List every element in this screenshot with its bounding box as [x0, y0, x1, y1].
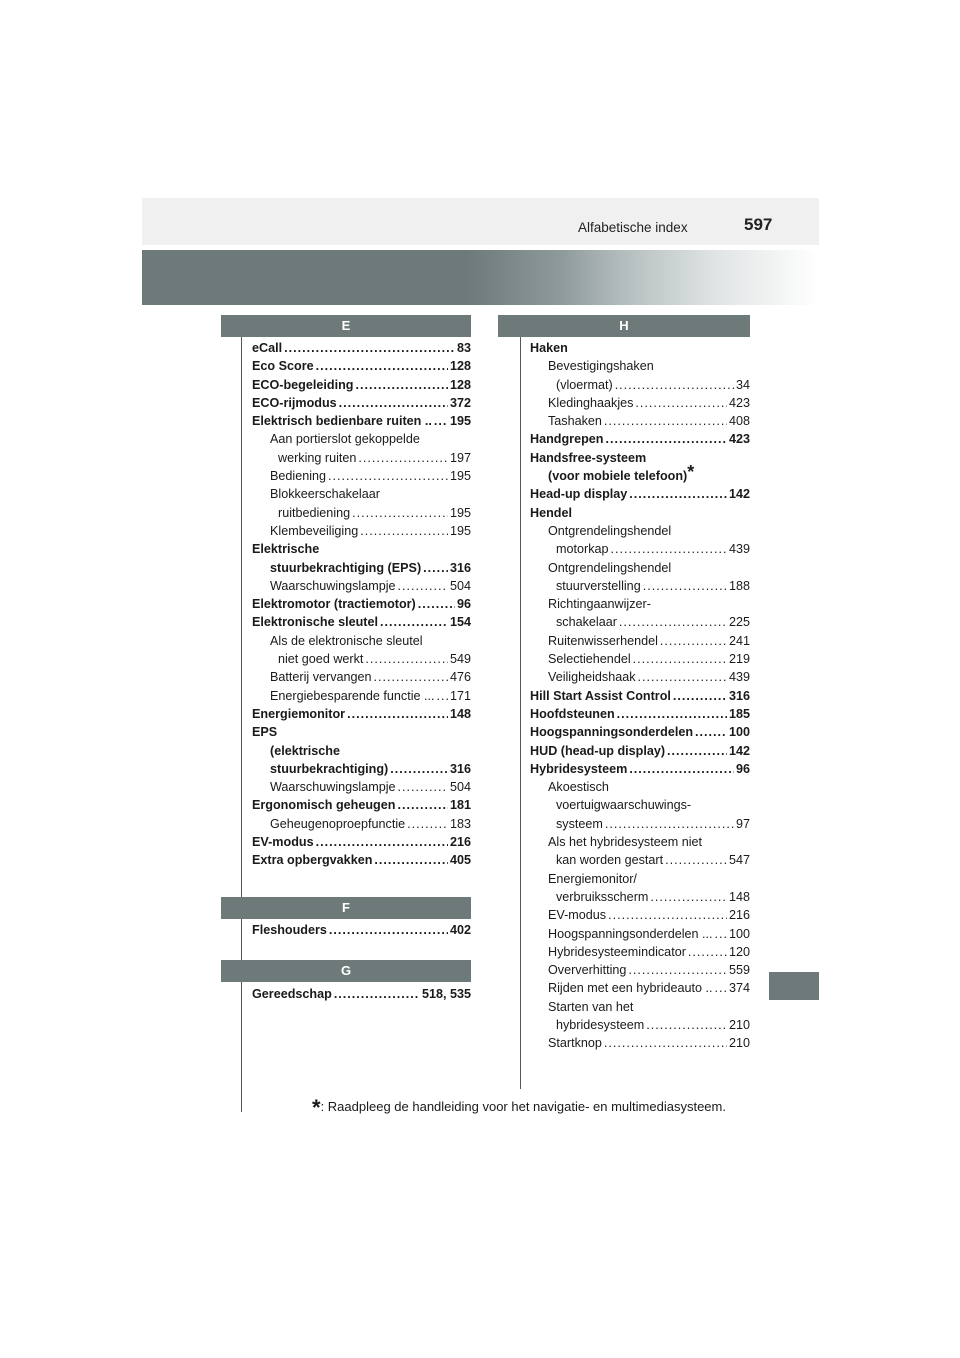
index-entry-page: 210 [728, 1036, 750, 1051]
index-entry [530, 485, 750, 503]
index-entry-page: 405 [449, 853, 471, 868]
index-entry-label: stuurbekrachtiging) [270, 761, 389, 776]
dot-leader [608, 906, 727, 924]
index-entry-label: Ruitenwisserhendel [548, 633, 658, 648]
index-entry [252, 668, 471, 686]
index-entry [530, 979, 750, 997]
dot-leader [604, 412, 727, 430]
dot-leader [633, 650, 727, 668]
letter-header-f: F [221, 897, 471, 919]
index-entry-label: Eco Score [252, 359, 314, 374]
page-number: 597 [744, 215, 773, 234]
dot-leader [628, 961, 727, 979]
index-entry-label: (vloermat) [556, 377, 613, 392]
dot-leader [334, 985, 420, 1003]
index-list-f [252, 921, 471, 939]
index-entry-heading [252, 632, 471, 650]
index-entry [530, 705, 750, 723]
index-entry [252, 376, 471, 394]
index-entry-label: ECO-rijmodus [252, 395, 337, 410]
index-entry [252, 449, 471, 467]
header-band [142, 198, 819, 245]
index-entry [530, 723, 750, 741]
index-entry-page: 316 [728, 688, 750, 703]
index-entry-page: 142 [728, 487, 750, 502]
index-entry [530, 742, 750, 760]
index-entry-page: 559 [728, 963, 750, 978]
index-entry-label: Hoofdsteunen [530, 706, 615, 721]
index-entry [252, 559, 471, 577]
index-entry-text: (elektrische [270, 743, 341, 758]
dot-leader [360, 522, 448, 540]
index-entry-heading [530, 833, 750, 851]
index-entry-page: 372 [449, 395, 471, 410]
index-entry-page: 142 [728, 743, 750, 758]
index-entry-page: 154 [449, 615, 471, 630]
dot-leader [615, 376, 734, 394]
index-entry-label: ECO-begeleiding [252, 377, 354, 392]
index-entry-page: 547 [728, 853, 750, 868]
index-entry [252, 394, 471, 412]
index-entry [252, 921, 471, 939]
index-entry-page: 216 [449, 835, 471, 850]
dot-leader [352, 504, 448, 522]
dot-leader [695, 723, 727, 741]
index-entry [252, 833, 471, 851]
index-entry [530, 650, 750, 668]
dot-leader [339, 394, 448, 412]
index-entry-page: 210 [728, 1017, 750, 1032]
index-entry [252, 339, 471, 357]
dot-leader [398, 778, 448, 796]
dot-leader [629, 485, 727, 503]
index-entry-label: Veiligheidshaak [548, 670, 636, 685]
index-entry [530, 412, 750, 430]
index-entry [252, 851, 471, 869]
dot-leader [665, 851, 727, 869]
index-entry-label: Gereedschap [252, 987, 332, 1001]
index-entry-page: 100 [728, 725, 750, 740]
index-entry-heading [530, 796, 750, 814]
footnote-text: : Raadpleeg de handleiding voor het navigatie- en multimediasysteem. [320, 1099, 726, 1114]
index-entry-heading [530, 449, 750, 467]
dot-leader [380, 613, 448, 631]
index-entry-heading [530, 462, 750, 485]
index-entry [530, 888, 750, 906]
index-entry-label: Selectiehendel [548, 652, 631, 667]
dot-leader [355, 376, 448, 394]
index-entry-text: Als het hybridesysteem niet [548, 835, 702, 850]
index-entry [530, 943, 750, 961]
header-gradient-bar [142, 250, 819, 305]
index-entry-label: Bediening [270, 469, 327, 484]
index-entry-heading [252, 742, 471, 760]
index-entry [252, 985, 471, 1003]
dot-leader [617, 705, 727, 723]
dot-leader [397, 796, 448, 814]
index-entry-heading [252, 485, 471, 503]
index-entry-label: werking ruiten [278, 450, 357, 465]
index-entry-heading [530, 778, 750, 796]
index-entry-page: 423 [728, 432, 750, 447]
dot-leader [284, 339, 455, 357]
index-entry-text: Handsfree-systeem [530, 450, 647, 465]
index-entry-page: 476 [449, 670, 471, 685]
dot-leader [638, 668, 727, 686]
index-entry-label: Kledinghaakjes [548, 395, 634, 410]
index-entry [252, 705, 471, 723]
index-entry [530, 961, 750, 979]
dot-leader [605, 815, 734, 833]
dot-leader [423, 559, 448, 577]
index-entry-label: Oververhitting [548, 963, 627, 978]
index-entry-text: Akoestisch [548, 780, 609, 795]
index-entry [530, 430, 750, 448]
index-entry-heading [530, 870, 750, 888]
index-entry-page: 148 [728, 889, 750, 904]
index-entry-label: Hill Start Assist Control [530, 688, 671, 703]
index-entry-label: Klembeveiliging [270, 523, 359, 538]
index-entry-page: 374 [728, 981, 750, 996]
dot-leader [629, 760, 734, 778]
index-entry-text: Als de elektronische sleutel [270, 633, 423, 648]
index-entry-text: Haken [530, 341, 568, 355]
index-entry-label: Hybridesysteemindicator [548, 944, 686, 959]
dot-leader [316, 357, 448, 375]
index-entry-page: 439 [728, 542, 750, 557]
index-entry [252, 577, 471, 595]
dot-leader [437, 687, 448, 705]
index-entry [252, 357, 471, 375]
index-entry [252, 467, 471, 485]
index-entry [252, 412, 471, 430]
dot-leader [643, 577, 727, 595]
dot-leader [347, 705, 448, 723]
index-entry-page: 195 [449, 523, 471, 538]
index-entry-heading [252, 723, 471, 741]
dot-leader [635, 394, 727, 412]
index-list-h [530, 339, 750, 1053]
dot-leader [646, 1016, 727, 1034]
index-entry-page: 96 [456, 597, 471, 612]
index-entry-page: 181 [449, 798, 471, 813]
index-entry-label: Waarschuwingslampje [270, 780, 396, 795]
index-entry-label: Waarschuwingslampje [270, 578, 396, 593]
index-list-g [252, 985, 471, 1003]
dot-leader [434, 412, 448, 430]
index-entry-page: 316 [449, 761, 471, 776]
index-entry-page: 216 [728, 908, 750, 923]
index-entry-label: Fleshouders [252, 923, 327, 937]
index-entry-heading [530, 339, 750, 357]
index-entry-label: Extra opbergvakken [252, 853, 373, 868]
index-entry-text: voertuigwaarschuwings- [556, 798, 692, 813]
dot-leader [329, 921, 448, 939]
index-entry [252, 650, 471, 668]
dot-leader [715, 979, 727, 997]
index-entry [530, 925, 750, 943]
index-entry [252, 778, 471, 796]
dot-leader [688, 943, 727, 961]
dot-leader [418, 595, 455, 613]
dot-leader [328, 467, 448, 485]
index-entry-label: motorkap [556, 542, 609, 557]
letter-header-e: E [221, 315, 471, 337]
section-title: Alfabetische index [578, 220, 688, 235]
index-entry-heading [252, 430, 471, 448]
index-entry-page: 439 [728, 670, 750, 685]
left-column-rule [241, 337, 242, 1112]
index-entry-page: 197 [449, 450, 471, 465]
index-entry [530, 906, 750, 924]
index-entry-label: stuurbekrachtiging (EPS) [270, 560, 422, 575]
index-entry-text: Aan portierslot gekoppelde [270, 432, 420, 447]
chapter-side-tab [769, 972, 819, 1000]
index-entry-heading [252, 540, 471, 558]
dot-leader [673, 687, 727, 705]
dot-leader [365, 650, 448, 668]
footnote-marker: * [687, 462, 695, 483]
index-entry-text: EPS [252, 725, 278, 740]
index-entry-label: Batterij vervangen [270, 670, 372, 685]
index-entry-label: eCall [252, 341, 283, 355]
index-entry-page: 171 [449, 688, 471, 703]
index-entry-heading [530, 522, 750, 540]
index-entry [530, 1016, 750, 1034]
index-entry-text: (voor mobiele telefoon) [548, 469, 688, 484]
index-entry-page: 408 [728, 414, 750, 429]
dot-leader [390, 760, 448, 778]
index-entry-label: Rijden met een hybrideauto .. [548, 981, 713, 996]
index-entry [252, 796, 471, 814]
index-entry-page: 241 [728, 633, 750, 648]
index-entry-text: Bevestigingshaken [548, 359, 654, 374]
dot-leader [398, 577, 448, 595]
index-entry-label: EV-modus [252, 835, 314, 850]
dot-leader [605, 430, 727, 448]
index-entry-heading [530, 998, 750, 1016]
index-entry-page: 120 [728, 944, 750, 959]
index-entry-page: 83 [456, 341, 471, 355]
index-entry [530, 851, 750, 869]
footnote [312, 1095, 726, 1121]
index-entry [530, 668, 750, 686]
index-entry [530, 815, 750, 833]
dot-leader [715, 925, 727, 943]
index-entry-page: 225 [728, 615, 750, 630]
index-entry-text: Ontgrendelingshendel [548, 523, 672, 538]
index-entry-label: Head-up display [530, 487, 628, 502]
index-entry-label: Hybridesysteem [530, 761, 628, 776]
index-entry-page: 97 [735, 816, 750, 831]
index-entry-page: 183 [449, 816, 471, 831]
index-entry-heading [530, 504, 750, 522]
footnote-star: * [312, 1095, 321, 1120]
index-entry-label: schakelaar [556, 615, 617, 630]
index-entry-page: 188 [728, 578, 750, 593]
index-entry-text: Energiemonitor/ [548, 871, 637, 886]
index-entry-label: Startknop [548, 1036, 602, 1051]
index-entry-label: EV-modus [548, 908, 607, 923]
index-entry-label: systeem [556, 816, 603, 831]
index-entry-label: kan worden gestart [556, 853, 664, 868]
index-entry [530, 376, 750, 394]
index-entry-page: 128 [449, 377, 471, 392]
index-entry-label: Hoogspanningsonderdelen [530, 725, 694, 740]
index-list-e [252, 339, 471, 870]
index-entry-page: 195 [449, 505, 471, 520]
index-entry-page: 34 [735, 377, 750, 392]
dot-leader [660, 632, 727, 650]
index-entry-label: ruitbediening [278, 505, 351, 520]
index-entry-page: 549 [449, 652, 471, 667]
index-entry-label: Elektronische sleutel [252, 615, 378, 630]
index-entry-page: 148 [449, 706, 471, 721]
dot-leader [358, 449, 448, 467]
index-entry-heading [530, 357, 750, 375]
index-entry-label: niet goed werkt [278, 652, 364, 667]
index-entry-page: 423 [728, 395, 750, 410]
index-entry-label: Geheugenoproepfunctie [270, 816, 406, 831]
dot-leader [619, 613, 727, 631]
index-entry [252, 595, 471, 613]
index-entry-page: 195 [449, 414, 471, 429]
index-entry-label: Energiemonitor [252, 706, 346, 721]
index-entry-label: Ergonomisch geheugen [252, 798, 396, 813]
index-entry-page: 185 [728, 706, 750, 721]
index-entry-page: 518, 535 [421, 987, 471, 1001]
index-entry-page: 402 [449, 923, 471, 937]
index-entry [252, 815, 471, 833]
index-entry [530, 760, 750, 778]
index-entry-label: Elektrisch bedienbare ruiten .. [252, 414, 432, 429]
index-entry-label: Hoogspanningsonderdelen ... [548, 926, 713, 941]
index-entry-label: Handgrepen [530, 432, 604, 447]
dot-leader [374, 851, 448, 869]
index-entry-label: Tashaken [548, 414, 602, 429]
index-entry-heading [530, 559, 750, 577]
middle-column-rule [520, 337, 521, 1089]
dot-leader [604, 1034, 727, 1052]
index-entry-label: Energiebesparende functie ... [270, 688, 435, 703]
index-entry [530, 632, 750, 650]
letter-header-h: H [498, 315, 750, 337]
dot-leader [667, 742, 727, 760]
letter-header-g: G [221, 960, 471, 982]
index-entry-text: Hendel [530, 505, 572, 520]
index-entry [252, 760, 471, 778]
dot-leader [374, 668, 448, 686]
index-entry-text: Richtingaanwijzer- [548, 597, 651, 612]
index-entry-heading [530, 595, 750, 613]
index-entry [530, 687, 750, 705]
index-entry-text: Starten van het [548, 999, 634, 1014]
index-entry-page: 128 [449, 359, 471, 374]
index-entry-page: 100 [728, 926, 750, 941]
dot-leader [611, 540, 727, 558]
index-entry [252, 504, 471, 522]
index-entry-label: stuurverstelling [556, 578, 641, 593]
index-entry-page: 316 [449, 560, 471, 575]
index-entry-text: Blokkeerschakelaar [270, 487, 380, 502]
index-entry-page: 96 [735, 761, 750, 776]
index-entry [252, 522, 471, 540]
index-entry [252, 613, 471, 631]
index-entry-label: verbruiksscherm [556, 889, 649, 904]
index-entry-page: 195 [449, 469, 471, 484]
index-entry [530, 394, 750, 412]
index-entry-text: Elektrische [252, 542, 320, 557]
index-entry-label: hybridesysteem [556, 1017, 645, 1032]
dot-leader [316, 833, 448, 851]
index-entry [530, 540, 750, 558]
dot-leader [407, 815, 448, 833]
index-entry-label: Elektromotor (tractiemotor) [252, 597, 416, 612]
index-entry [530, 577, 750, 595]
index-entry-page: 219 [728, 652, 750, 667]
index-entry [530, 613, 750, 631]
index-entry-label: HUD (head-up display) [530, 743, 666, 758]
index-entry [530, 1034, 750, 1052]
index-entry [252, 687, 471, 705]
dot-leader [650, 888, 727, 906]
index-entry-page: 504 [449, 780, 471, 795]
index-entry-page: 504 [449, 578, 471, 593]
index-entry-text: Ontgrendelingshendel [548, 560, 672, 575]
